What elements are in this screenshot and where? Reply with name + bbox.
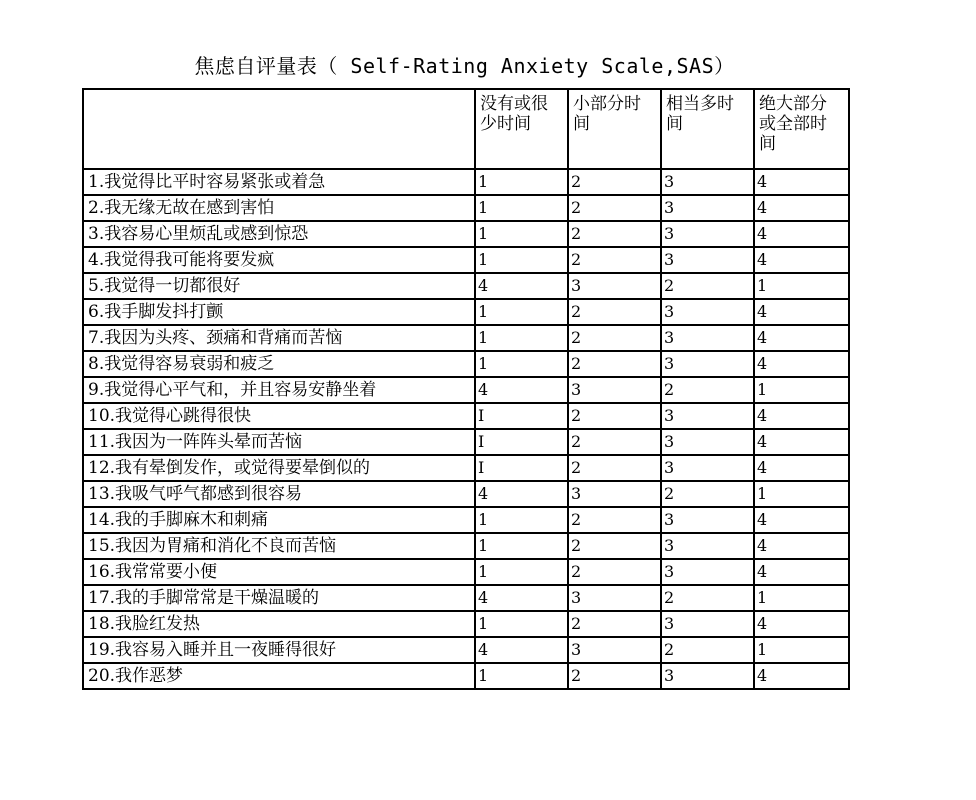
score-cell: 3 <box>661 455 754 481</box>
question-cell: 9.我觉得心平气和，并且容易安静坐着 <box>83 377 475 403</box>
table-row <box>83 637 849 663</box>
table-row <box>83 195 849 221</box>
score-cell: 2 <box>661 273 754 299</box>
question-cell: 16.我常常要小便 <box>83 559 475 585</box>
question-cell: 8.我觉得容易衰弱和疲乏 <box>83 351 475 377</box>
score-cell: 2 <box>661 585 754 611</box>
question-cell: 4.我觉得我可能将要发疯 <box>83 247 475 273</box>
score-cell: 4 <box>754 195 849 221</box>
score-cell: 4 <box>475 481 568 507</box>
question-cell: 18.我脸红发热 <box>83 611 475 637</box>
score-cell: 2 <box>568 299 661 325</box>
score-cell: 1 <box>475 169 568 195</box>
score-cell: I <box>475 403 568 429</box>
score-cell: 2 <box>568 351 661 377</box>
table-row <box>83 481 849 507</box>
question-cell: 5.我觉得一切都很好 <box>83 273 475 299</box>
score-cell: 3 <box>661 533 754 559</box>
question-cell: 12.我有晕倒发作，或觉得要晕倒似的 <box>83 455 475 481</box>
header-sometimes: 小部分时间 <box>568 89 661 169</box>
table-row <box>83 403 849 429</box>
score-cell: 3 <box>661 325 754 351</box>
score-cell: 4 <box>754 403 849 429</box>
score-cell: 3 <box>568 273 661 299</box>
score-cell: 2 <box>568 247 661 273</box>
score-cell: 1 <box>475 351 568 377</box>
table-row <box>83 273 849 299</box>
score-cell: 2 <box>568 325 661 351</box>
table-row <box>83 585 849 611</box>
score-cell: 3 <box>661 221 754 247</box>
score-cell: 1 <box>475 533 568 559</box>
score-cell: 1 <box>475 507 568 533</box>
score-cell: 3 <box>568 377 661 403</box>
score-cell: 1 <box>754 377 849 403</box>
table-row <box>83 377 849 403</box>
score-cell: 3 <box>661 663 754 689</box>
score-cell: 2 <box>568 403 661 429</box>
score-cell: 3 <box>661 351 754 377</box>
score-cell: 4 <box>754 169 849 195</box>
question-cell: 19.我容易入睡并且一夜睡得很好 <box>83 637 475 663</box>
question-cell: 10.我觉得心跳得很快 <box>83 403 475 429</box>
score-cell: 3 <box>568 637 661 663</box>
score-cell: 4 <box>475 273 568 299</box>
score-cell: 3 <box>661 429 754 455</box>
table-row <box>83 663 849 689</box>
score-cell: 3 <box>661 559 754 585</box>
score-cell: 1 <box>754 273 849 299</box>
score-cell: 3 <box>661 299 754 325</box>
score-cell: 2 <box>568 429 661 455</box>
score-cell: 4 <box>754 533 849 559</box>
score-cell: 1 <box>475 663 568 689</box>
score-cell: I <box>475 455 568 481</box>
header-always: 绝大部分或全部时间 <box>754 89 849 169</box>
score-cell: 4 <box>754 663 849 689</box>
table-row <box>83 169 849 195</box>
score-cell: 1 <box>475 611 568 637</box>
score-cell: 4 <box>475 585 568 611</box>
header-item <box>83 89 475 169</box>
score-cell: 2 <box>568 507 661 533</box>
score-cell: 4 <box>754 507 849 533</box>
score-cell: 4 <box>754 299 849 325</box>
score-cell: 3 <box>661 403 754 429</box>
score-cell: 2 <box>568 221 661 247</box>
score-cell: 4 <box>754 455 849 481</box>
question-cell: 17.我的手脚常常是干燥温暖的 <box>83 585 475 611</box>
score-cell: 1 <box>754 637 849 663</box>
score-cell: 2 <box>661 481 754 507</box>
question-cell: 2.我无缘无故在感到害怕 <box>83 195 475 221</box>
score-cell: I <box>475 429 568 455</box>
table-row <box>83 507 849 533</box>
score-cell: 4 <box>754 611 849 637</box>
score-cell: 4 <box>754 351 849 377</box>
score-cell: 3 <box>568 481 661 507</box>
table-row <box>83 611 849 637</box>
question-cell: 14.我的手脚麻木和刺痛 <box>83 507 475 533</box>
score-cell: 1 <box>475 195 568 221</box>
score-cell: 3 <box>661 169 754 195</box>
score-cell: 1 <box>754 481 849 507</box>
table-row <box>83 221 849 247</box>
table-row <box>83 299 849 325</box>
score-cell: 2 <box>568 455 661 481</box>
score-cell: 4 <box>754 429 849 455</box>
score-cell: 1 <box>754 585 849 611</box>
table-row <box>83 325 849 351</box>
question-cell: 3.我容易心里烦乱或感到惊恐 <box>83 221 475 247</box>
score-cell: 1 <box>475 247 568 273</box>
score-cell: 4 <box>754 221 849 247</box>
question-cell: 20.我作恶梦 <box>83 663 475 689</box>
header-row <box>83 89 849 169</box>
score-cell: 1 <box>475 299 568 325</box>
table-row <box>83 351 849 377</box>
score-cell: 1 <box>475 221 568 247</box>
score-cell: 2 <box>661 637 754 663</box>
score-cell: 1 <box>475 559 568 585</box>
question-cell: 11.我因为一阵阵头晕而苦恼 <box>83 429 475 455</box>
question-cell: 6.我手脚发抖打颤 <box>83 299 475 325</box>
score-cell: 4 <box>475 377 568 403</box>
header-rarely: 没有或很少时间 <box>475 89 568 169</box>
table-row <box>83 247 849 273</box>
score-cell: 4 <box>754 247 849 273</box>
table-row <box>83 533 849 559</box>
score-cell: 2 <box>568 559 661 585</box>
sas-table <box>82 88 850 690</box>
score-cell: 2 <box>568 169 661 195</box>
question-cell: 1.我觉得比平时容易紧张或着急 <box>83 169 475 195</box>
score-cell: 2 <box>661 377 754 403</box>
header-often: 相当多时间 <box>661 89 754 169</box>
score-cell: 2 <box>568 195 661 221</box>
question-cell: 7.我因为头疼、颈痛和背痛而苦恼 <box>83 325 475 351</box>
score-cell: 3 <box>661 247 754 273</box>
score-cell: 1 <box>475 325 568 351</box>
table-row <box>83 455 849 481</box>
score-cell: 3 <box>661 195 754 221</box>
score-cell: 2 <box>568 611 661 637</box>
score-cell: 3 <box>661 611 754 637</box>
score-cell: 2 <box>568 663 661 689</box>
question-cell: 13.我吸气呼气都感到很容易 <box>83 481 475 507</box>
score-cell: 4 <box>754 325 849 351</box>
score-cell: 3 <box>661 507 754 533</box>
table-row <box>83 559 849 585</box>
score-cell: 3 <box>568 585 661 611</box>
table-row <box>83 429 849 455</box>
score-cell: 4 <box>754 559 849 585</box>
score-cell: 2 <box>568 533 661 559</box>
score-cell: 4 <box>475 637 568 663</box>
question-cell: 15.我因为胃痛和消化不良而苦恼 <box>83 533 475 559</box>
page-title: 焦虑自评量表（ Self-Rating Anxiety Scale,SAS） <box>194 54 735 78</box>
